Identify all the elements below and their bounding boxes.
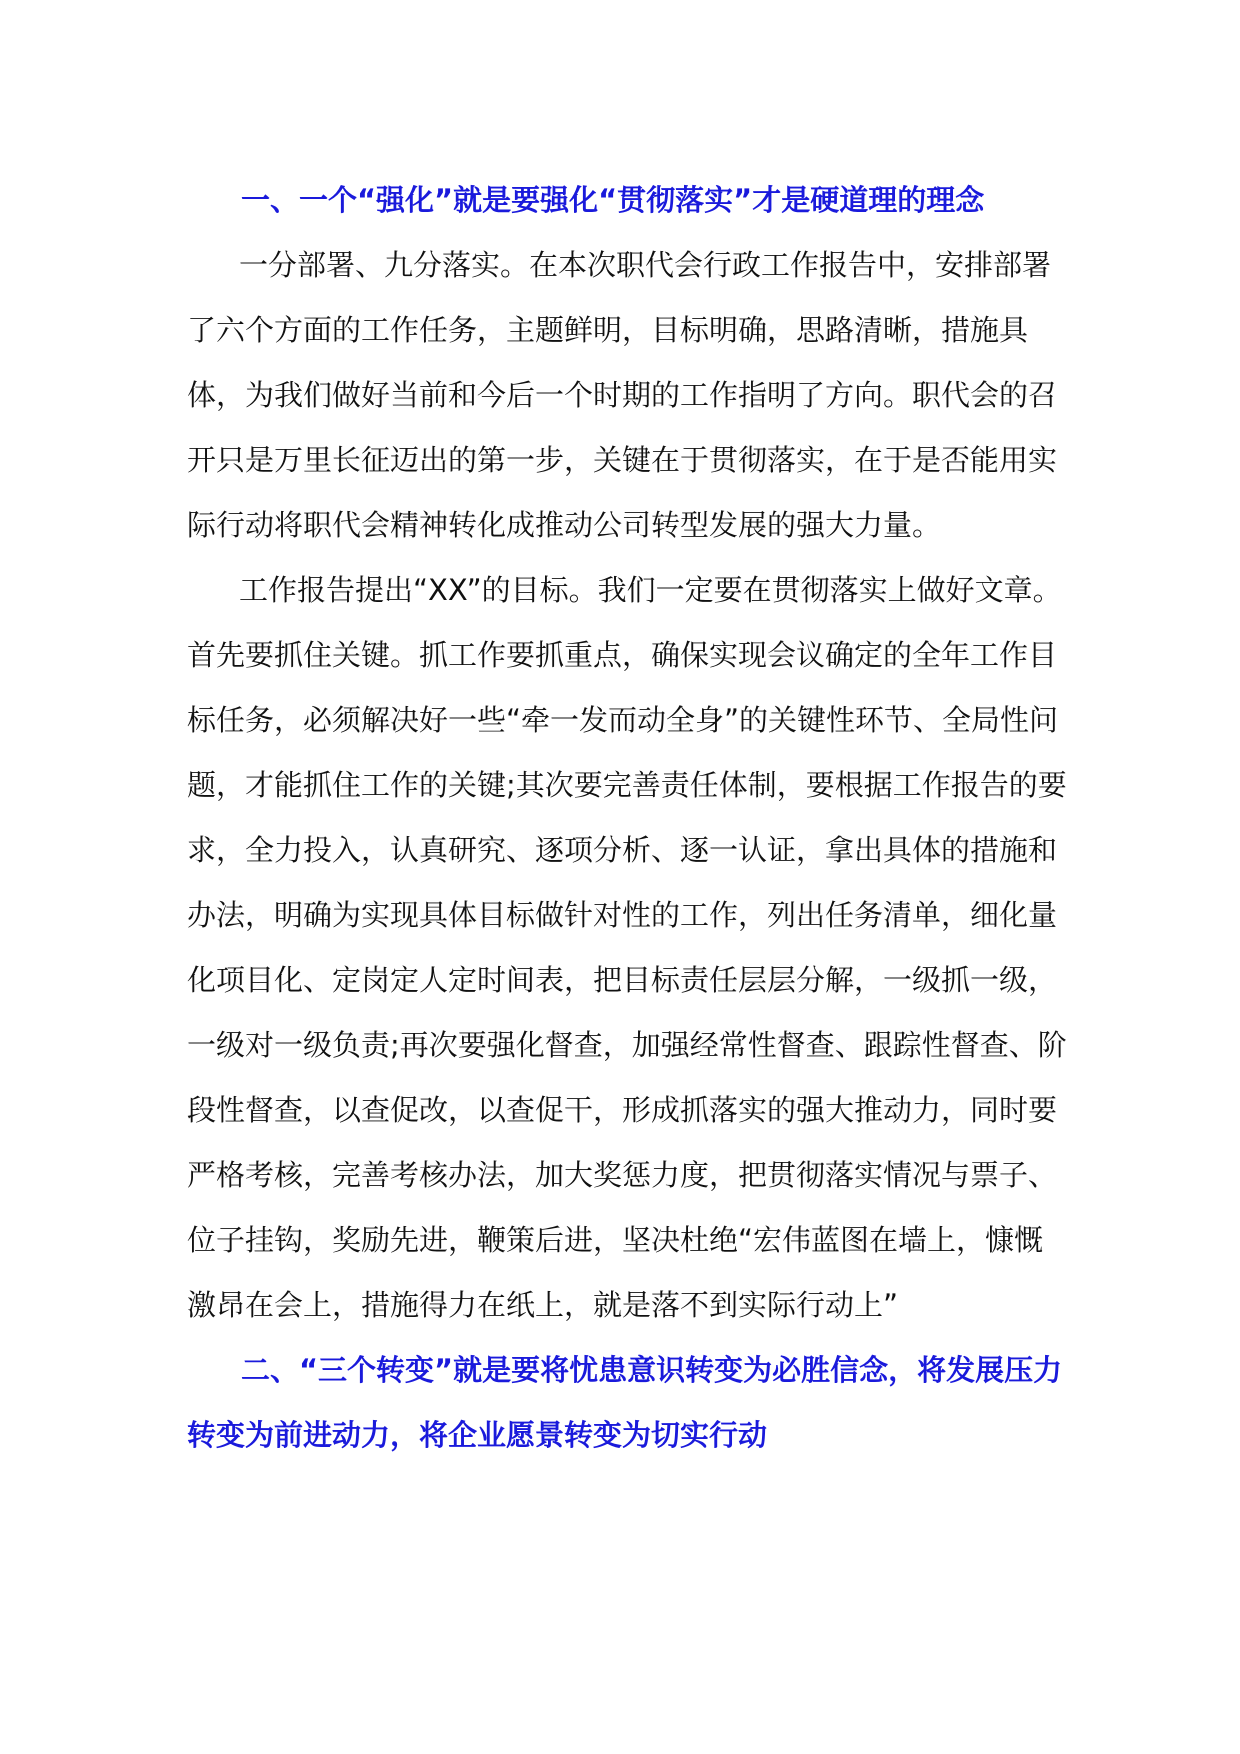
document-body	[187, 168, 1067, 1468]
paragraph-2: 工作报告提出“XX”的目标。我们一定要在贯彻落实上做好文章。首先要抓住关键。抓工作要抓重点，确保实现会议确定的全年工作目标任务，必须解决好一些“牵一发而动全身”的关键性环节、全局性问题，才能抓住工作的关键;其次要完善责任体制，要根据工作报告的要求，全力投入，认真研究、逐项分析、逐一认证，拿出具体的措施和办法，明确为实现具体目标做针对性的工作，列出任务清单，细化量化项目化、定岗定人定时间表，把目标责任层层分解，一级抓一级，一级对一级负责;再次要强化督查，加强经常性督查、跟踪性督查、阶段性督查，以查促改，以查促干，形成抓落实的强大推动力，同时要严格考核，完善考核办法，加大奖惩力度，把贯彻落实情况与票子、位子挂钩，奖励先进，鞭策后进，坚决杜绝“宏伟蓝图在墙上，慷慨激昂在会上，措施得力在纸上，就是落不到实际行动上”	[187, 573, 1067, 1322]
paragraph-1: 一分部署、九分落实。在本次职代会行政工作报告中，安排部署了六个方面的工作任务，主题鲜明，目标明确，思路清晰，措施具体，为我们做好当前和今后一个时期的工作指明了方向。职代会的召开只是万里长征迈出的第一步，关键在于贯彻落实，在于是否能用实际行动将职代会精神转化成推动公司转型发展的强大力量。	[187, 248, 1058, 542]
section-heading-2: 二、“三个转变”就是要将忧患意识转变为必胜信念，将发展压力转变为前进动力，将企业愿景转变为切实行动	[187, 1353, 1063, 1452]
section-heading-1: 一、一个“强化”就是要强化“贯彻落实”才是硬道理的理念	[241, 183, 985, 217]
